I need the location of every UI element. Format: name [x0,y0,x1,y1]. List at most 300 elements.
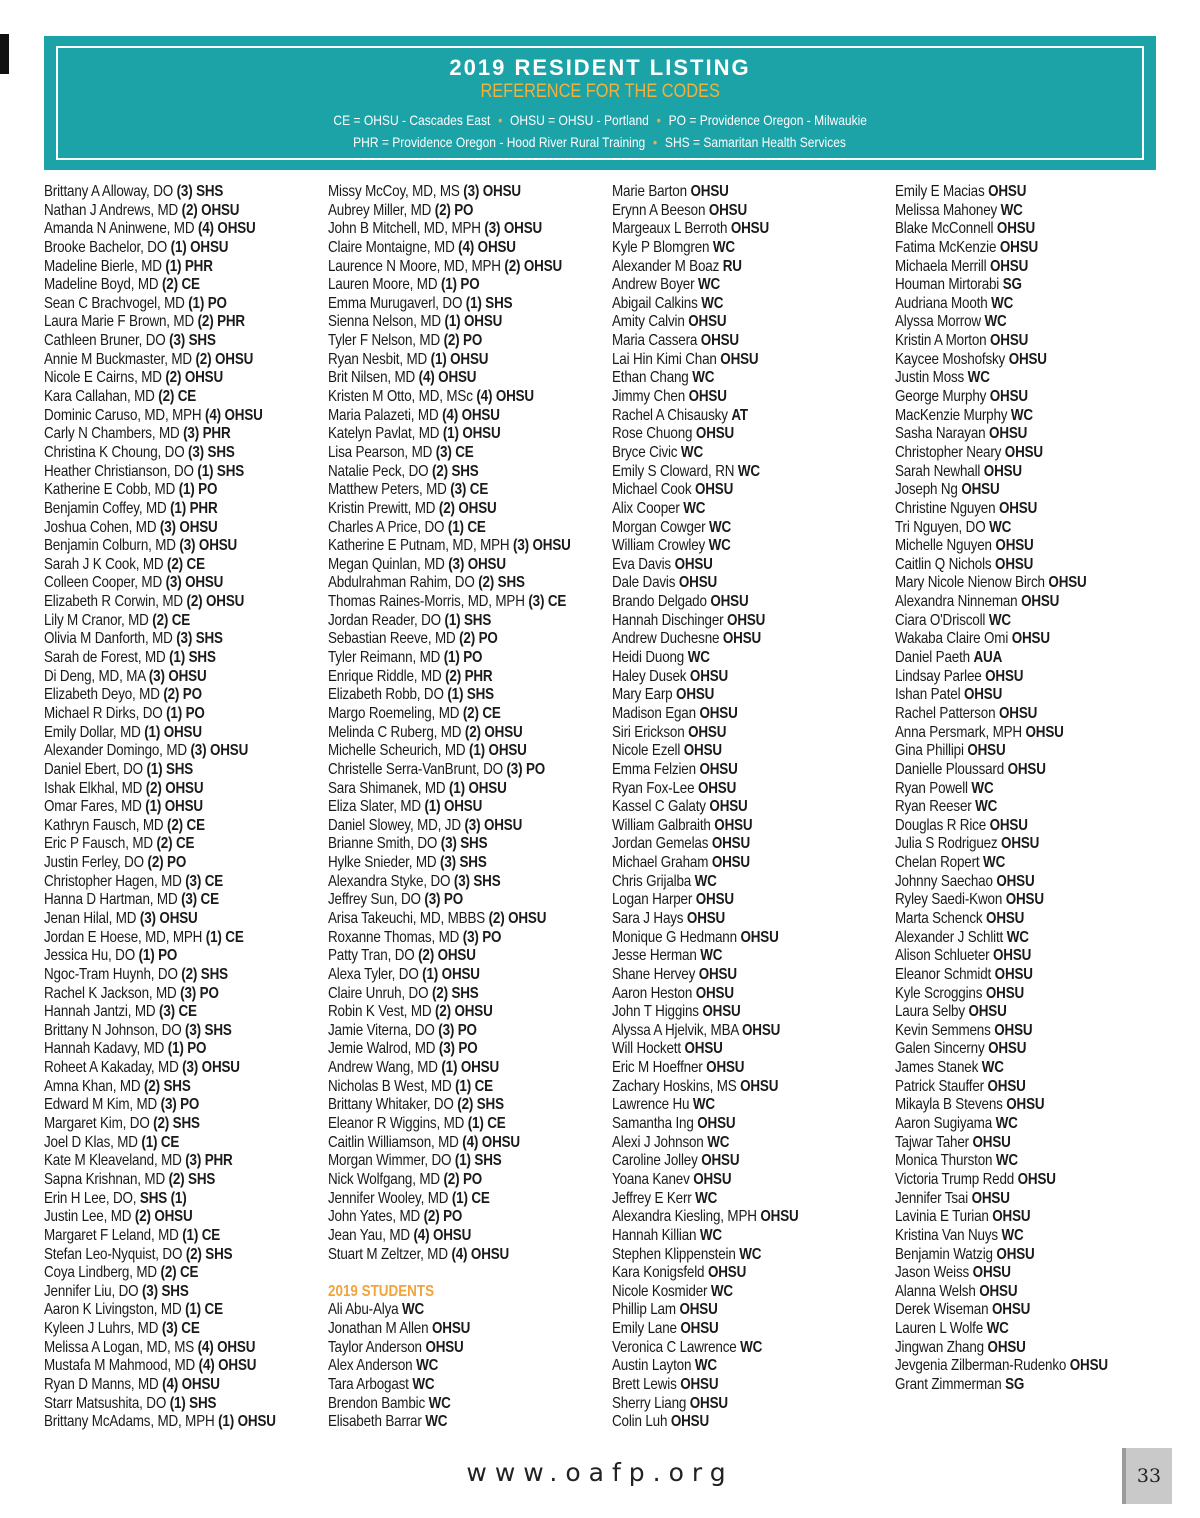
listing-entry [328,295,565,314]
program-code: OHSU [961,481,1000,499]
person-name: Erin H Lee, DO, [44,1189,137,1207]
person-name: Tara Arbogast [328,1376,409,1393]
program-code: (3) SHS [142,1282,189,1300]
program-code: (3) OHSU [190,742,249,760]
person-name: Christopher Hagen, MD [44,872,182,890]
person-name: Patrick Stauffer [895,1077,984,1095]
person-name: Hylke Snieder, MD [328,854,437,872]
person-name: Caroline Jolley [612,1152,698,1170]
program-code: OHSU [992,1208,1031,1226]
person-name: Ryan Powell [895,779,968,797]
person-name: Blake McConnell [895,220,994,238]
listing-entry [895,612,1132,631]
program-code: (4) OHSU [162,1376,220,1393]
reference-banner [44,36,1156,170]
person-name: Ryan D Manns, MD [44,1376,159,1393]
program-code: OHSU [740,1077,779,1095]
listing-entry [44,854,281,873]
person-name: Andrew Boyer [612,276,695,294]
listing-entry [328,332,565,351]
person-name: Di Deng, MD, MA [44,667,146,685]
program-code: (3) PO [180,984,219,1002]
program-code: OHSU [709,798,748,816]
program-code: OHSU [983,462,1022,480]
program-code: OHSU [963,686,1003,704]
program-code: (1) CE [447,518,486,536]
listing-entry [328,1115,565,1134]
listing-entry [44,1246,281,1265]
person-name: Stephen Klippenstein [612,1245,736,1263]
listing-entry [44,1152,281,1171]
page-title: 2019 RESIDENT LISTING [449,55,751,80]
listing-entry [44,258,281,277]
program-code: (1) CE [455,1077,493,1095]
listing-entry [612,574,849,593]
person-name: Morgan Wimmer, DO [328,1152,452,1170]
listing-entry [612,1264,849,1283]
program-code: (2) CE [156,835,195,853]
person-name: Morgan Cowger [612,518,706,536]
students-part [328,1301,610,1431]
person-name: Jennifer Liu, DO [44,1282,139,1300]
program-code: (3) PHR [183,425,231,443]
person-name: Phillip Lam [612,1301,676,1319]
listing-entry [328,1022,565,1041]
person-name: Kyleen J Luhrs, MD [44,1320,159,1338]
person-name: Dale Davis [612,574,676,592]
person-name: Chris Grijalba [612,872,692,890]
listing-entry [612,649,849,668]
program-code: (1) PO [178,481,218,499]
program-code: (3) CE [450,481,489,499]
listing-entry [328,873,565,892]
program-code: OHSU [979,1282,1018,1300]
listing-entry [612,519,849,538]
person-name: Katherine E Cobb, MD [44,481,176,499]
listing-entry [44,947,281,966]
person-name: Brittany McAdams, MD, MPH [44,1413,215,1431]
program-code: OHSU [996,220,1036,238]
person-name: Mustafa M Mahmood, MD [44,1357,196,1375]
program-code: (4) OHSU [413,1226,472,1244]
person-name: Ryan Nesbit, MD [328,350,428,368]
program-code: (1) CE [205,928,244,946]
listing-entry [44,332,281,351]
person-name: Alexa Tyler, DO [328,965,419,983]
code-phr: PHR = Providence Oregon - Hood River Rural Training [353,134,646,150]
listing-entry [44,500,281,519]
listing-entry [44,742,281,761]
person-name: Taylor Anderson [328,1338,422,1356]
listing-entry [44,929,281,948]
program-code: OHSU [693,1170,732,1188]
listing-entry [895,910,1132,929]
person-name: Jennifer Wooley, MD [328,1189,449,1207]
program-code: OHSU [760,1208,799,1226]
program-code: OHSU [425,1338,464,1356]
program-code: OHSU [998,704,1038,722]
person-name: Megan Quinlan, MD [328,555,445,573]
person-name: Monique G Hedmann [612,928,737,946]
person-name: Bryce Civic [612,443,678,461]
listing-entry [612,1190,849,1209]
program-code: WC [710,1282,733,1300]
program-code: OHSU [991,1301,1031,1319]
program-code: WC [683,499,706,517]
program-code: (3) OHSU [182,1059,240,1077]
program-code: (1) PHR [170,499,218,517]
person-name: Starr Matsushita, DO [44,1394,167,1412]
program-code: OHSU [679,1301,718,1319]
person-name: Lily M Cranor, MD [44,611,149,629]
code-shs: SHS = Samaritan Health Services [665,134,847,150]
person-name: Claire Unruh, DO [328,984,429,1002]
program-code: (1) OHSU [144,723,202,741]
program-code: WC [740,1338,763,1356]
program-code: WC [984,313,1007,331]
person-name: Jordan E Hoese, MD, MPH [44,928,203,946]
person-name: Jean Yau, MD [328,1226,410,1244]
program-code: WC [995,1115,1018,1133]
listing-entry [44,481,281,500]
program-code: (3) PO [506,760,546,778]
program-code: (2) PO [163,686,202,704]
program-code: (3) OHSU [484,220,543,238]
person-name: Zachary Hoskins, MS [612,1077,737,1095]
listing-entry [895,1078,1132,1097]
program-code: (2) OHSU [186,593,245,611]
person-name: Ngoc-Tram Huynh, DO [44,965,178,983]
listing-entry [44,798,281,817]
listing-entry [44,761,281,780]
person-name: George Murphy [895,388,987,406]
person-name: Alexander M Boaz [612,257,720,275]
listing-entry [44,1059,281,1078]
listing-entry [612,873,849,892]
program-code: (3) SHS [440,835,488,853]
program-code: (1) SHS [465,294,513,312]
listing-entry [612,835,849,854]
listing-entry [895,1208,1132,1227]
person-name: Veronica C Lawrence [612,1338,737,1356]
program-code: (3) CE [528,593,567,611]
listing-entry [328,481,565,500]
person-name: Gina Phillipi [895,742,964,760]
program-code: OHSU [730,220,770,238]
program-code: (2) SHS [478,574,525,592]
person-name: Brittany A Alloway, DO [44,183,174,200]
person-name: Heidi Duong [612,649,685,667]
program-code: (2) PO [459,630,498,648]
listing-entry [44,1171,281,1190]
person-name: Benjamin Coffey, MD [44,499,167,517]
program-code: (1) OHSU [444,313,503,331]
program-code: RU [722,257,742,275]
listing-entry [612,630,849,649]
listing-entry [612,537,849,556]
listing-entry [44,891,281,910]
person-name: Andrew Duchesne [612,630,720,648]
listing-entry [895,817,1132,836]
program-code: OHSU [688,723,727,741]
listing-entry [328,183,565,202]
listing-entry [895,1152,1132,1171]
program-code: OHSU [689,667,729,685]
person-name: Eric P Fausch, MD [44,835,153,853]
person-name: Hannah Jantzi, MD [44,1003,156,1021]
program-code: OHSU [686,909,726,927]
person-name: Alexandra Kiesling, MPH [612,1208,757,1226]
person-name: Joseph Ng [895,481,958,499]
program-code: (2) PO [443,332,483,350]
person-name: Michael Cook [612,481,692,499]
person-name: Margaret F Leland, MD [44,1226,179,1244]
person-name: Brett Lewis [612,1376,677,1393]
listing-entry [895,407,1132,426]
listing-entry [44,574,281,593]
listing-entry [44,835,281,854]
person-name: Hannah Killian [612,1226,697,1244]
bullet-separator: • [497,112,503,128]
listing-entry [895,742,1132,761]
listing-entry [328,817,565,836]
person-name: Austin Layton [612,1357,692,1375]
listing-entry [328,1301,565,1320]
program-code: OHSU [684,1040,723,1058]
code-po: PO = Providence Oregon - Milwaukie [668,112,867,128]
program-code: (3) PHR [185,1152,233,1170]
listing-entry [895,891,1132,910]
program-code: (1) OHSU [424,798,483,816]
person-name: Alexandra Ninneman [895,593,1018,611]
person-name: Brooke Bachelor, DO [44,238,168,256]
program-code: OHSU [722,630,762,648]
listing-entry [895,481,1132,500]
program-code: SHS (1) [139,1189,187,1207]
listing-entry [895,183,1132,202]
listing-entry [612,947,849,966]
listing-entry [44,1227,281,1246]
listing-entry [895,593,1132,612]
person-name: Jamie Viterna, DO [328,1021,435,1039]
program-code: (2) OHSU [488,909,547,927]
person-name: Michael R Dirks, DO [44,704,163,722]
program-code: (1) SHS [454,1152,502,1170]
listing-entry [328,1134,565,1153]
program-code: OHSU [740,928,779,946]
listing-entry [895,556,1132,575]
listing-entry [612,780,849,799]
program-code: WC [699,1226,722,1244]
listing-entry [328,444,565,463]
listing-entry [612,742,849,761]
listing-entry [44,1040,281,1059]
person-name: Caitlin Q Nichols [895,555,992,573]
banner-subtitle: REFERENCE FOR THE CODES [480,81,720,102]
person-name: Katherine E Putnam, MD, MPH [328,537,510,555]
listing-entry [895,1339,1132,1358]
listing-entry [895,947,1132,966]
person-name: Sarah J K Cook, MD [44,555,164,573]
person-name: Brittany Whitaker, DO [328,1096,454,1114]
person-name: Kristin A Morton [895,332,987,350]
program-code: WC [402,1301,425,1319]
listing-entry [328,369,565,388]
listing-entry [44,425,281,444]
program-code: OHSU [676,686,715,704]
program-code: OHSU [680,1376,719,1393]
corner-tab [0,34,9,74]
program-code: (2) OHSU [464,723,523,741]
listing-entry [612,966,849,985]
program-code: OHSU [971,1189,1010,1207]
person-name: Emily E Macias [895,183,985,200]
person-name: William Crowley [612,537,706,555]
person-name: Jordan Reader, DO [328,611,441,629]
program-code: OHSU [989,388,1028,406]
person-name: Charles A Price, DO [328,518,445,536]
person-name: Sara J Hays [612,909,684,927]
program-code: (1) OHSU [442,425,501,443]
person-name: Alexander J Schlitt [895,928,1004,946]
listing-entry [895,388,1132,407]
program-code: WC [995,1152,1018,1170]
person-name: Roheet A Kakaday, MD [44,1059,179,1077]
program-code: WC [428,1394,451,1412]
program-code: WC [695,1189,718,1207]
person-name: Annie M Buckmaster, MD [44,350,192,368]
person-name: Mikayla B Stevens [895,1096,1003,1114]
program-code: (1) OHSU [448,779,507,797]
person-name: Erynn A Beeson [612,201,706,219]
program-code: (3) OHSU [159,518,218,536]
listing-entry [328,1227,565,1246]
listing-entry [328,388,565,407]
listing-entry [44,1208,281,1227]
listing-entry [328,1413,565,1432]
person-name: Matthew Peters, MD [328,481,447,499]
listing-entry [44,313,281,332]
person-name: Nicholas B West, MD [328,1077,452,1095]
person-name: Colin Luh [612,1413,668,1431]
codes-line-1 [333,109,867,131]
program-code: (2) PO [147,854,187,872]
person-name: Kaycee Moshofsky [895,350,1006,368]
person-name: Kara Konigsfeld [612,1264,705,1282]
program-code: (1) OHSU [145,798,203,816]
listing-entry [895,649,1132,668]
person-name: Elisabeth Barrar [328,1413,422,1431]
person-name: Marta Schenck [895,909,983,927]
listing-entry [44,1413,281,1432]
listing-entry [328,1078,565,1097]
person-name: Alyssa Morrow [895,313,981,331]
person-name: Hannah Kadavy, MD [44,1040,165,1058]
person-name: Jemie Walrod, MD [328,1040,436,1058]
person-name: Alyssa A Hjelvik, MBA [612,1021,739,1039]
listing-entry [612,910,849,929]
program-code: OHSU [988,183,1027,200]
listing-entry [44,780,281,799]
program-code: (2) SHS [153,1115,200,1133]
program-code: OHSU [707,1264,747,1282]
person-name: Jevgenia Zilberman-Rudenko [895,1357,1067,1375]
listing-entry [895,798,1132,817]
person-name: Eliza Slater, MD [328,798,421,816]
listing-column-1 [44,183,326,1432]
person-name: Jingwan Zhang [895,1338,984,1356]
listing-entry [895,239,1132,258]
program-code: (3) PO [160,1096,200,1114]
program-code: OHSU [993,947,1032,965]
listing-entry [895,1190,1132,1209]
person-name: Joel D Klas, MD [44,1133,138,1151]
listing-entry [895,444,1132,463]
listing-entry [44,686,281,705]
person-name: Justin Moss [895,369,965,387]
person-name: Alexi J Johnson [612,1133,704,1151]
person-name: Anna Persmark, MPH [895,723,1022,741]
person-name: Edward M Kim, MD [44,1096,158,1114]
listing-entry [895,1264,1132,1283]
person-name: Benjamin Colburn, MD [44,537,176,555]
person-name: Lindsay Parlee [895,667,982,685]
person-name: Patty Tran, DO [328,947,415,965]
listing-entry [44,1264,281,1283]
program-code: OHSU [987,1338,1026,1356]
listing-entry [44,1376,281,1395]
person-name: Houman Mirtorabi [895,276,1000,294]
person-name: Michael Graham [612,854,709,872]
person-name: Kyle Scroggins [895,984,983,1002]
listing-entry [328,537,571,556]
program-code: (3) OHSU [139,909,198,927]
listing-entry [44,444,281,463]
listing-entry [328,1395,565,1414]
listing-entry [44,1301,281,1320]
program-code: WC [687,649,710,667]
listing-entry [612,1152,849,1171]
person-name: Ethan Chang [612,369,689,387]
program-code: OHSU [701,1152,740,1170]
program-code: (2) OHSU [504,257,563,275]
listing-entry [328,1339,565,1358]
listing-entry [612,668,849,687]
person-name: Jenan Hilal, MD [44,909,137,927]
program-code: OHSU [989,425,1028,443]
program-code: (3) OHSU [448,555,506,573]
listing-entry [895,220,1132,239]
person-name: Sherry Liang [612,1394,687,1412]
listing-entry [44,705,281,724]
person-name: William Galbraith [612,816,711,834]
person-name: Daniel Slowey, MD, JD [328,816,461,834]
program-code: (3) CE [161,1320,200,1338]
listing-entry [44,873,281,892]
program-code: (2) SHS [185,1245,233,1263]
listing-entry [328,258,565,277]
listing-entry [612,686,849,705]
person-name: Missy McCoy, MD, MS [328,183,460,200]
program-code: OHSU [1069,1357,1108,1375]
listing-entry [328,574,565,593]
program-code: OHSU [700,332,739,350]
person-name: Sienna Nelson, MD [328,313,441,331]
listing-entry [44,183,281,202]
program-code: (2) PO [423,1208,463,1226]
listing-entry [44,351,281,370]
person-name: Ryan Fox-Lee [612,779,695,797]
